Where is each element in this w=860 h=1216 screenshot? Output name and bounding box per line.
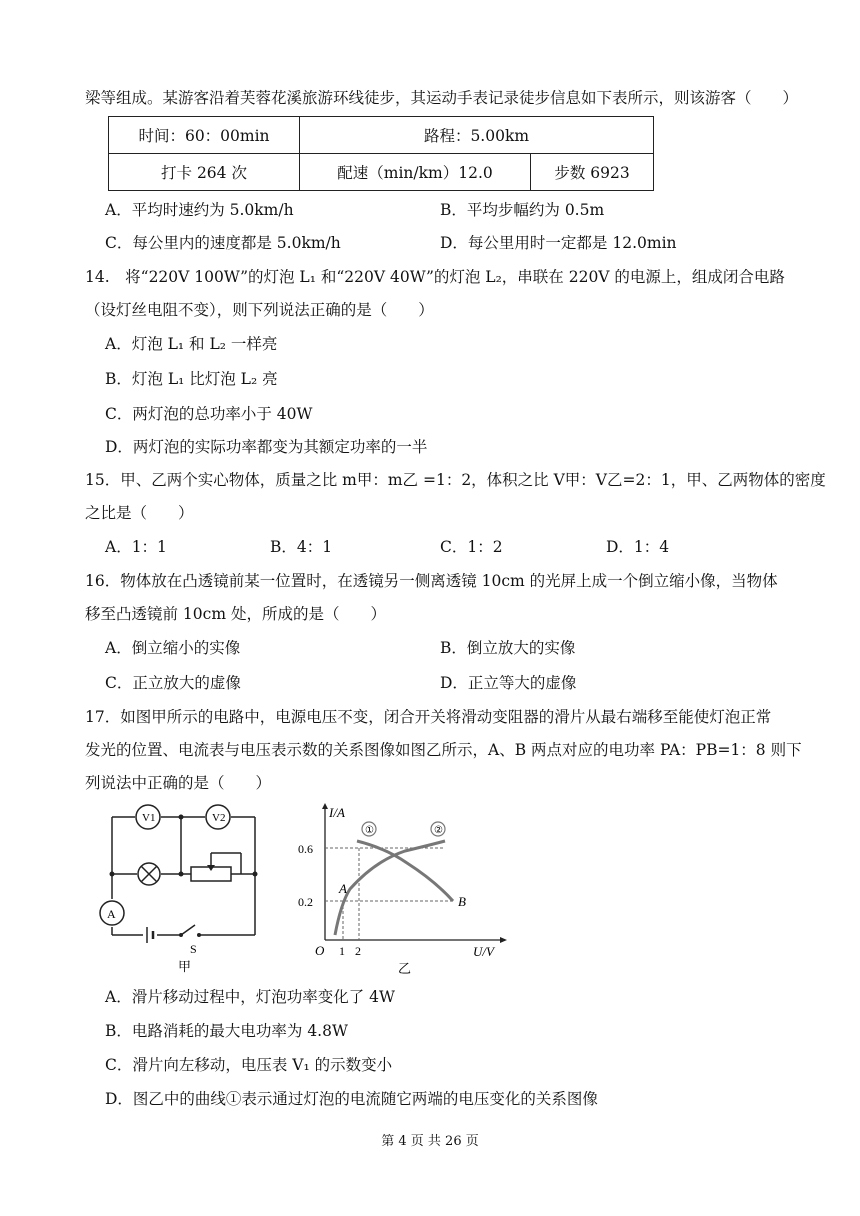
- y-axis-label: I/A: [329, 805, 345, 820]
- q17-option-b: B．电路消耗的最大电功率为 4.8W: [105, 1022, 348, 1040]
- q15-option-c: C．1：2: [440, 538, 503, 556]
- page-footer: 第 4 页 共 26 页: [381, 1134, 479, 1149]
- x-tick-1: 1: [339, 944, 345, 958]
- q13-option-d: D．每公里用时一定都是 12.0min: [440, 234, 677, 252]
- q16-option-d: D．正立等大的虚像: [440, 674, 577, 692]
- q15-stem-line2: 之比是（ ）: [85, 504, 194, 522]
- q17-stem-line3: 列说法中正确的是（ ）: [85, 774, 272, 792]
- q17-option-a: A．滑片移动过程中，灯泡功率变化了 4W: [105, 988, 395, 1006]
- table-cell-checkin: 打卡 264 次: [109, 154, 300, 191]
- origin-label: O: [315, 943, 325, 958]
- circuit-diagram-jia: [95, 803, 275, 978]
- q14-stem-line1: 14. 将“220V 100W”的灯泡 L₁ 和“220V 40W”的灯泡 L₂，串联在 220V 的电源上，组成闭合电路: [85, 268, 785, 286]
- x-axis-label: U/V: [473, 944, 494, 959]
- ammeter-label: A: [107, 907, 116, 921]
- table-cell-distance: 路程：5.00km: [300, 117, 654, 154]
- q13-option-a: A．平均时速约为 5.0km/h: [105, 201, 294, 219]
- table-cell-steps: 步数 6923: [531, 154, 654, 191]
- q15-option-d: D．1：4: [606, 538, 670, 556]
- curve-1: [335, 841, 445, 935]
- q17-stem-line2: 发光的位置、电流表与电压表示数的关系图像如图乙所示，A、B 两点对应的电功率 PA：PB=1：8 则下: [85, 741, 802, 759]
- q14-option-d: D．两灯泡的实际功率都变为其额定功率的一半: [105, 438, 428, 456]
- curve1-label: ①: [365, 825, 374, 836]
- point-b-label: B: [458, 894, 466, 909]
- q15-option-a: A．1：1: [105, 538, 167, 556]
- curve2-label: ②: [434, 825, 443, 836]
- q17-option-d: D．图乙中的曲线①表示通过灯泡的电流随它两端的电压变化的关系图像: [105, 1090, 598, 1108]
- figure-jia-caption: 甲: [178, 959, 192, 974]
- y-tick-0-2: 0.2: [298, 895, 313, 909]
- q16-stem-line1: 16．物体放在凸透镜前某一位置时，在透镜另一侧离透镜 10cm 的光屏上成一个倒立缩小像，当物体: [85, 572, 778, 590]
- q14-option-a: A．灯泡 L₁ 和 L₂ 一样亮: [105, 335, 278, 353]
- hiking-info-table: [108, 116, 654, 191]
- q15-stem-line1: 15．甲、乙两个实心物体，质量之比 m甲：m乙 =1：2，体积之比 V甲：V乙=2：1，甲、乙两物体的密度: [85, 471, 826, 489]
- intro-line: 梁等组成。某游客沿着芙蓉花溪旅游环线徒步，其运动手表记录徒步信息如下表所示，则该游客（ ）: [85, 89, 799, 107]
- table-cell-pace: 配速（min/km）12.0: [300, 154, 531, 191]
- q14-option-b: B．灯泡 L₁ 比灯泡 L₂ 亮: [105, 370, 278, 388]
- x-tick-2: 2: [355, 944, 361, 958]
- q16-stem-line2: 移至凸透镜前 10cm 处，所成的是（ ）: [85, 605, 386, 623]
- q17-stem-line1: 17．如图甲所示的电路中，电源电压不变，闭合开关将滑动变阻器的滑片从最右端移至能使灯泡正常: [85, 708, 772, 726]
- table-cell-time: 时间：60：00min: [109, 117, 300, 154]
- v1-label: V1: [142, 812, 156, 824]
- switch-label: S: [190, 942, 197, 956]
- q15-option-b: B．4：1: [270, 538, 333, 556]
- q17-option-c: C．滑片向左移动，电压表 V₁ 的示数变小: [105, 1056, 393, 1074]
- v2-label: V2: [212, 812, 226, 824]
- q14-stem-line2: （设灯丝电阻不变），则下列说法正确的是（ ）: [85, 301, 434, 319]
- q16-option-c: C．正立放大的虚像: [105, 674, 241, 692]
- iu-graph-yi: [295, 803, 510, 978]
- q14-option-c: C．两灯泡的总功率小于 40W: [105, 405, 313, 423]
- figure-yi-caption: 乙: [398, 961, 412, 976]
- q16-option-b: B．倒立放大的实像: [440, 639, 576, 657]
- q13-option-c: C．每公里内的速度都是 5.0km/h: [105, 234, 341, 252]
- point-a-label: A: [339, 881, 347, 896]
- q16-option-a: A．倒立缩小的实像: [105, 639, 241, 657]
- y-tick-0-6: 0.6: [298, 842, 313, 856]
- q13-option-b: B．平均步幅约为 0.5m: [440, 201, 605, 219]
